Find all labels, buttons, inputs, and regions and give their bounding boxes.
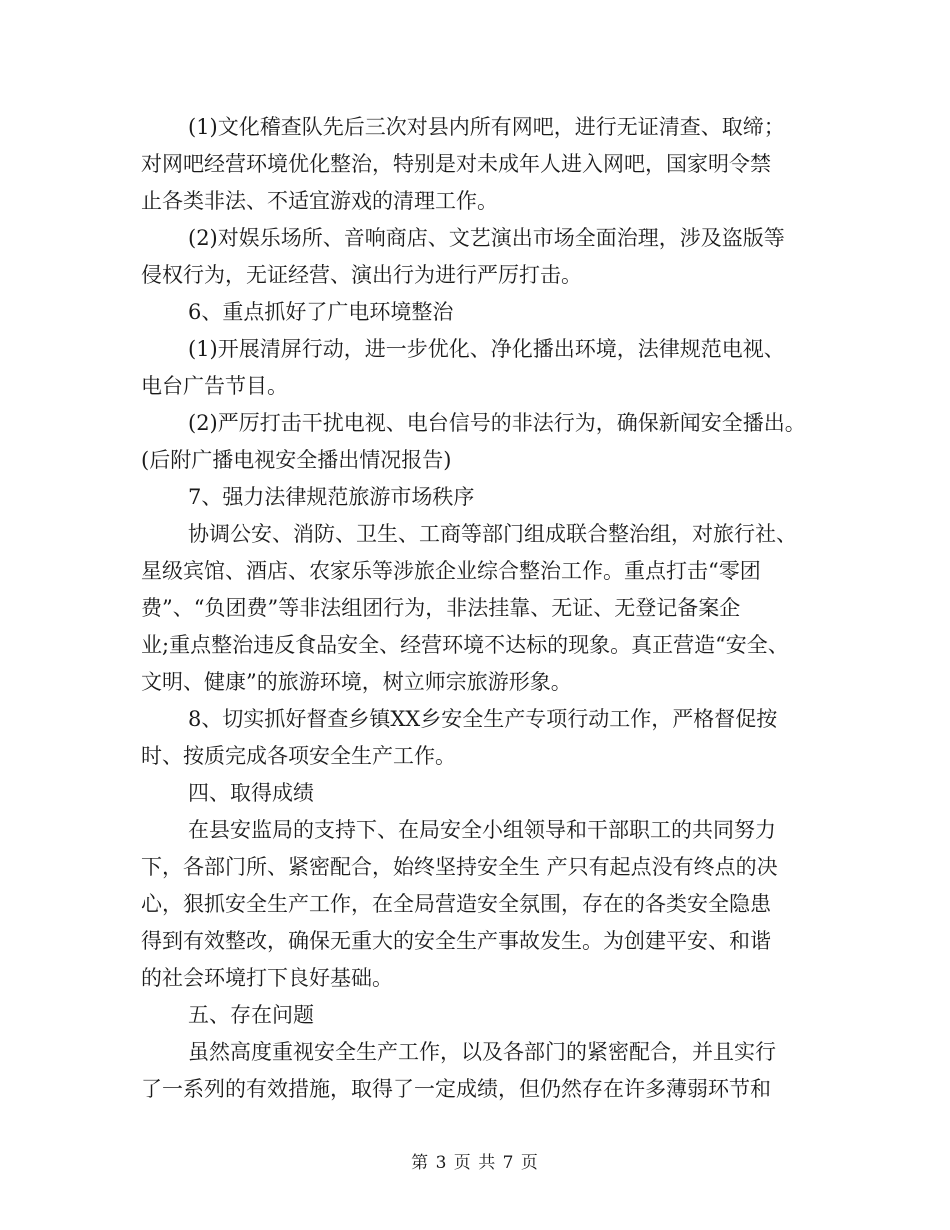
body-line: 电台广告节目。 <box>141 374 288 398</box>
section-heading: 6、重点抓好了广电环境整治 <box>188 300 454 324</box>
body-line: 对网吧经营环境优化整治，特别是对未成年人进入网吧，国家明令禁 <box>141 152 771 176</box>
body-line: 星级宾馆、酒店、农家乐等涉旅企业综合整治工作。重点打击“零团 <box>141 559 761 583</box>
body-line: 心，狠抓安全生产工作，在全局营造安全氛围，存在的各类安全隐患 <box>141 892 771 916</box>
body-line: (1)文化稽查队先后三次对县内所有网吧，进行无证清查、取缔； <box>188 115 785 139</box>
body-line: 侵权行为，无证经营、演出行为进行严厉打击。 <box>141 263 582 287</box>
body-line: (1)开展清屏行动，进一步优化、净化播出环境，法律规范电视、 <box>188 337 785 361</box>
body-line: (后附广播电视安全播出情况报告) <box>141 448 452 472</box>
body-line: 了一系列的有效措施，取得了一定成绩，但仍然存在许多薄弱环节和 <box>141 1077 771 1101</box>
body-line: (2)严厉打击干扰电视、电台信号的非法行为，确保新闻安全播出。 <box>188 411 806 435</box>
body-line: 协调公安、消防、卫生、工商等部门组成联合整治组，对旅行社、 <box>188 522 797 546</box>
body-line: 虽然高度重视安全生产工作，以及各部门的紧密配合，并且实行 <box>188 1040 776 1064</box>
section-heading: 五、存在问题 <box>188 1003 314 1027</box>
body-line: 的社会环境打下良好基础。 <box>141 966 393 990</box>
body-line: (2)对娱乐场所、音响商店、文艺演出市场全面治理，涉及盗版等 <box>188 226 785 250</box>
body-line: 止各类非法、不适宜游戏的清理工作。 <box>141 189 498 213</box>
body-line: 文明、健康”的旅游环境，树立师宗旅游形象。 <box>141 670 572 694</box>
body-line: 业;重点整治违反食品安全、经营环境不达标的现象。真正营造“安全、 <box>141 633 789 657</box>
body-line: 得到有效整改，确保无重大的安全生产事故发生。为创建平安、和谐 <box>141 929 771 953</box>
section-heading: 7、强力法律规范旅游市场秩序 <box>188 485 475 509</box>
body-line: 下，各部门所、紧密配合，始终坚持安全生 产只有起点没有终点的决 <box>141 855 778 879</box>
page-number: 第 3 页 共 7 页 <box>411 1153 539 1173</box>
body-line: 在县安监局的支持下、在局安全小组领导和干部职工的共同努力 <box>188 818 776 842</box>
section-heading: 四、取得成绩 <box>188 781 314 805</box>
body-line: 8、切实抓好督查乡镇XX乡安全生产专项行动工作，严格督促按 <box>188 707 778 731</box>
body-line: 时、按质完成各项安全生产工作。 <box>141 744 456 768</box>
body-line: 费”、“负团费”等非法组团行为，非法挂靠、无证、无登记备案企 <box>141 596 741 620</box>
